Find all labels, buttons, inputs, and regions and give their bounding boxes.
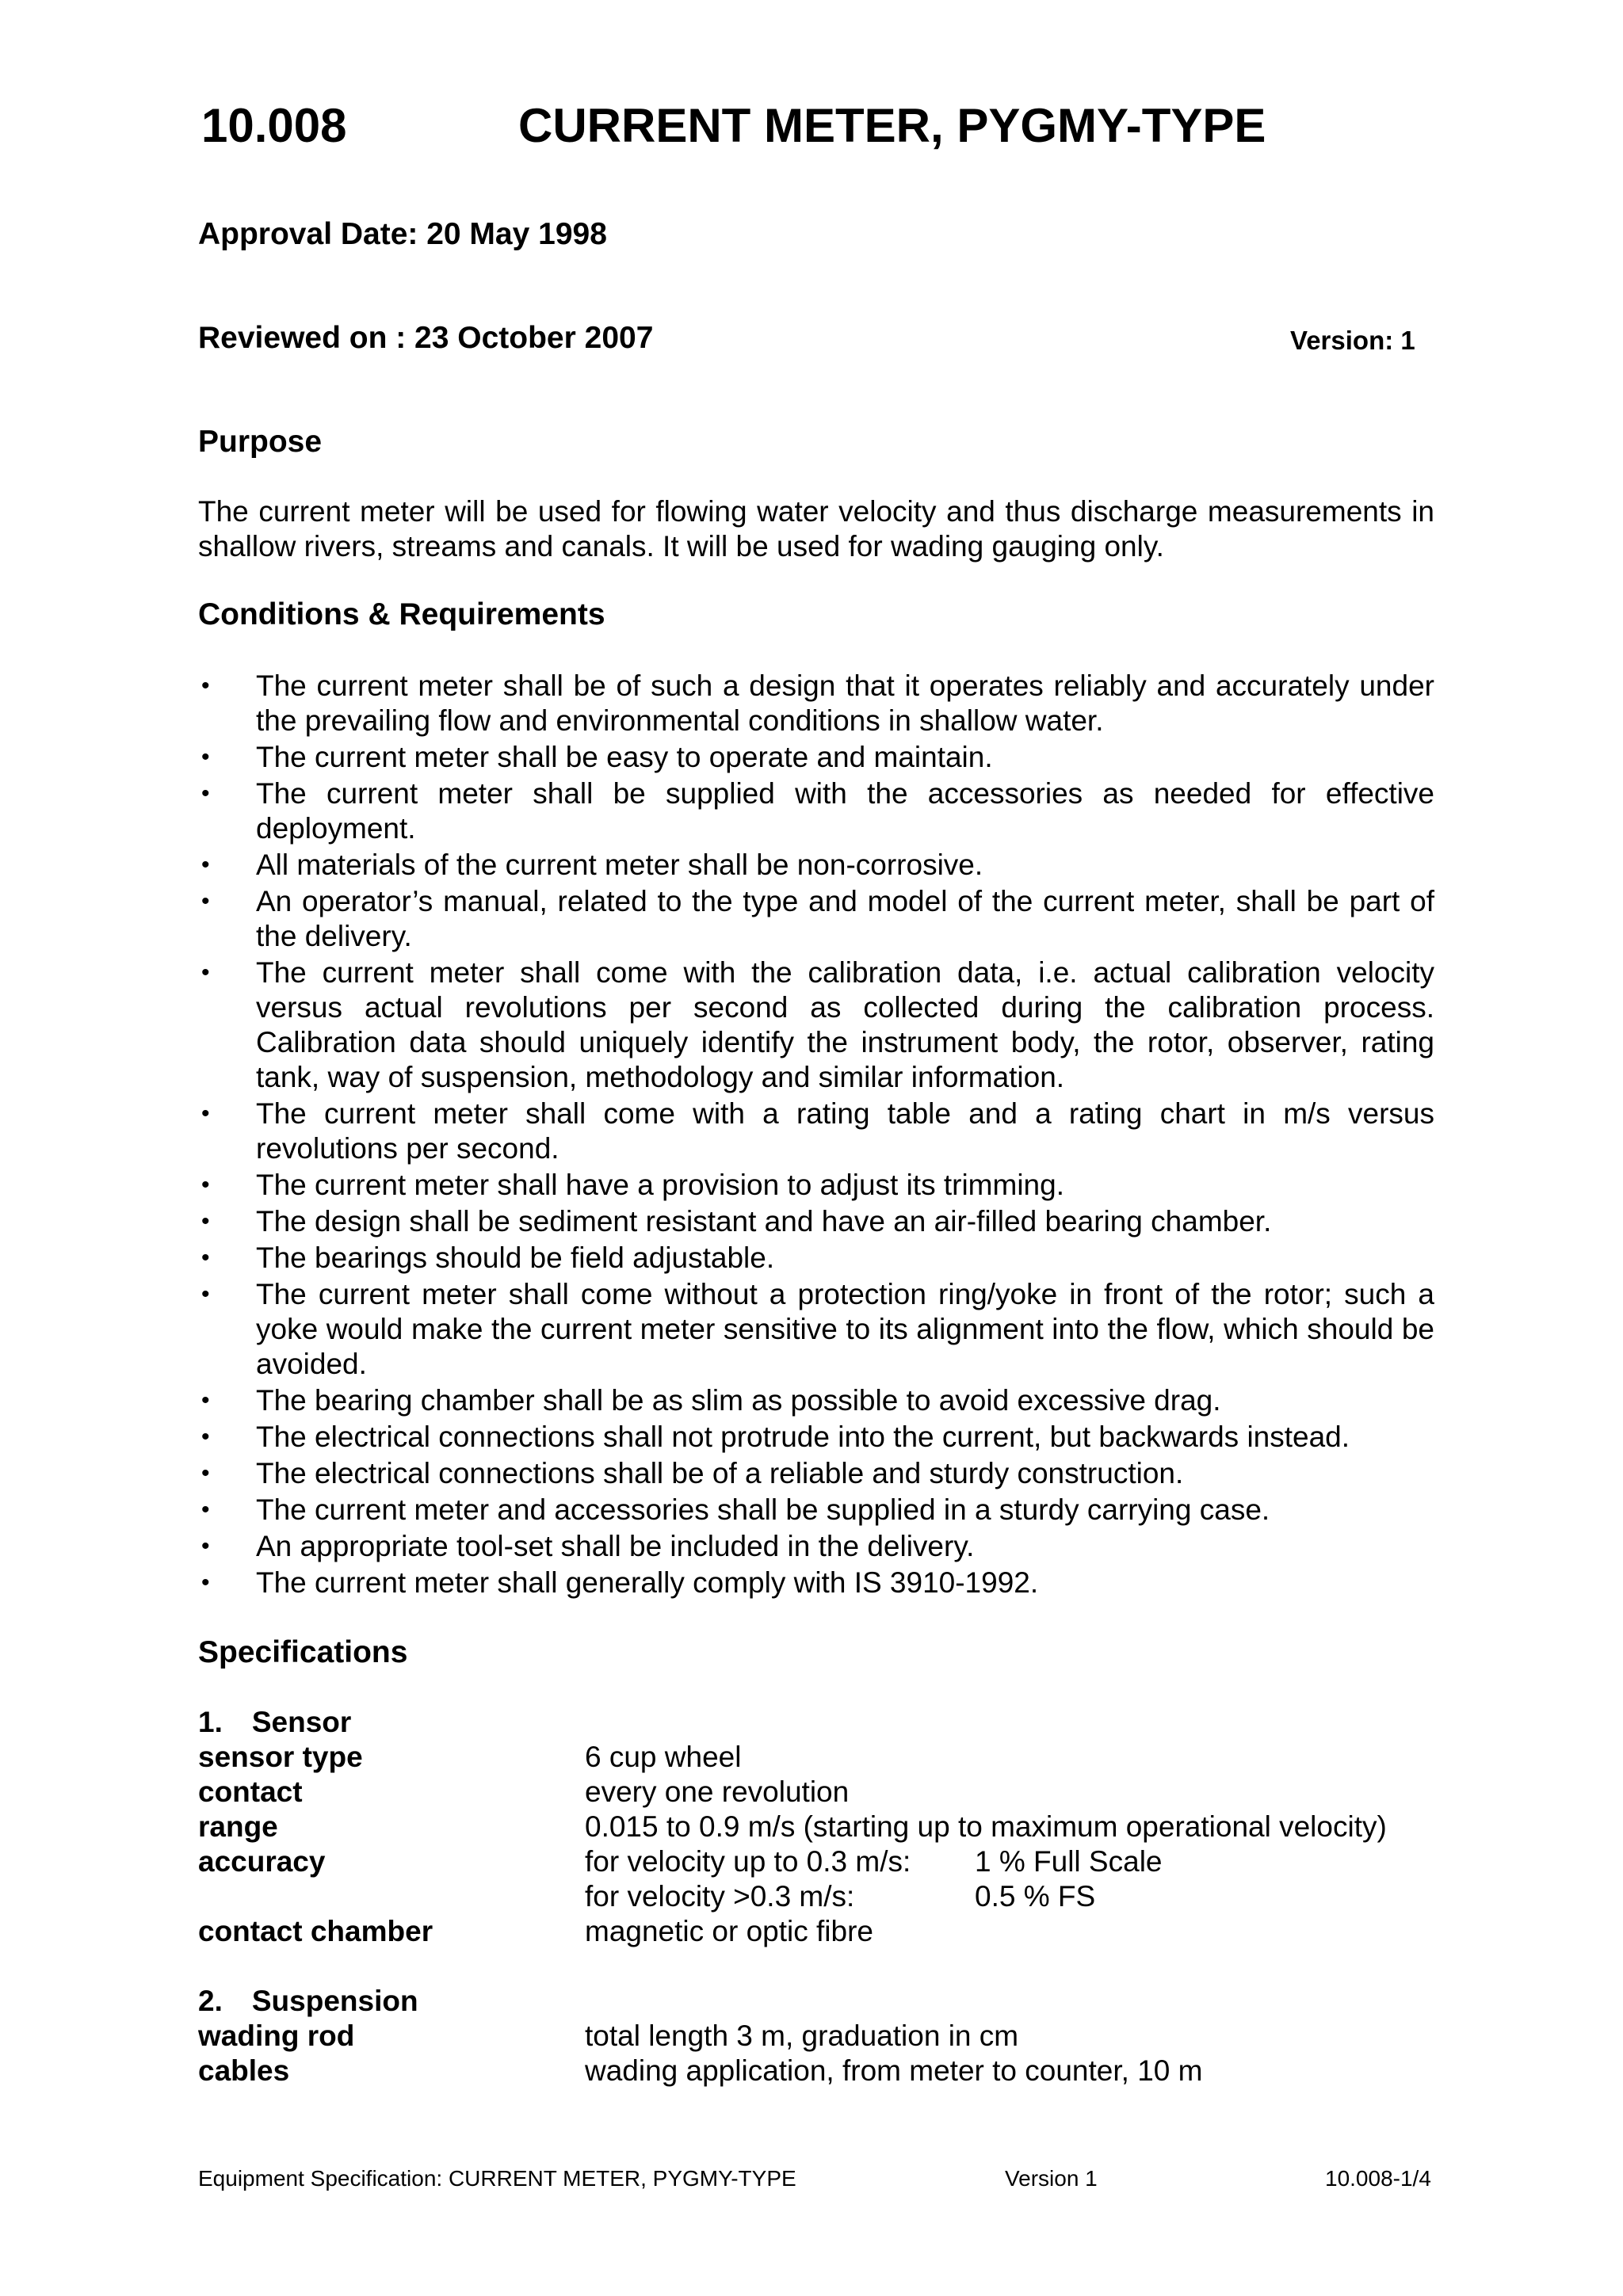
bullet-icon: •	[201, 1569, 210, 1596]
specifications-heading: Specifications	[198, 1635, 408, 1669]
bullet-icon: •	[201, 1208, 210, 1234]
list-item: • The design shall be sediment resistant and have an air-filled bearing chamber.	[201, 1205, 1272, 1238]
footer-left: Equipment Specification: CURRENT METER, PYGMY-TYPE	[198, 2166, 796, 2191]
list-item: • The current meter shall be easy to operate and maintain.	[201, 741, 993, 773]
spec-label: range	[198, 1810, 278, 1843]
version-label: Version: 1	[1290, 326, 1415, 355]
list-item: • The current meter shall have a provision to adjust its trimming.	[201, 1169, 1064, 1201]
purpose-heading: Purpose	[198, 425, 323, 459]
bullet-icon: •	[201, 1497, 210, 1523]
spec-value: total length 3 m, graduation in cm	[585, 2019, 1019, 2052]
bullet-icon: •	[201, 888, 210, 914]
bullet-icon: •	[201, 1424, 210, 1450]
list-item: • The current meter shall be of such a design that it operates reliably and accurately under the prevailing flow and environmental conditions in shallow water.	[201, 669, 1434, 737]
spec-value: magnetic or optic fibre	[585, 1915, 874, 1947]
doc-title: CURRENT METER, PYGMY-TYPE	[518, 99, 1266, 152]
spec-label: wading rod	[198, 2019, 355, 2052]
bullet-icon: •	[201, 1533, 210, 1559]
bullet-icon: •	[201, 1172, 210, 1198]
list-item: • The current meter shall be supplied with the accessories as needed for effective deployment.	[201, 777, 1434, 845]
sensor-heading: 1. Sensor	[198, 1706, 352, 1738]
conditions-heading: Conditions & Requirements	[198, 597, 605, 631]
spec-label: contact chamber	[198, 1915, 433, 1947]
spec-value: 1 % Full Scale	[975, 1845, 1163, 1878]
spec-label: cables	[198, 2054, 290, 2087]
spec-label: sensor type	[198, 1741, 363, 1773]
footer-version: Version 1	[1005, 2166, 1098, 2191]
spec-value: 6 cup wheel	[585, 1741, 742, 1773]
bullet-icon: •	[201, 852, 210, 878]
list-item: • The current meter shall come without a protection ring/yoke in front of the rotor; such a yoke would make the current meter sensitive to its alignment into the flow, which should be avoided.	[201, 1278, 1434, 1380]
bullet-icon: •	[201, 1281, 210, 1307]
list-item: • All materials of the current meter shall be non-corrosive.	[201, 849, 983, 881]
bullet-icon: •	[201, 780, 210, 807]
spec-condition: for velocity >0.3 m/s:	[585, 1880, 855, 1913]
footer-page-number: 10.008-1/4	[1325, 2166, 1431, 2191]
list-item: • An operator’s manual, related to the type and model of the current meter, shall be part of the delivery.	[201, 885, 1434, 952]
reviewed-date: Reviewed on : 23 October 2007	[198, 321, 654, 355]
bullet-icon: •	[201, 744, 210, 770]
list-item: • The electrical connections shall not protrude into the current, but backwards instead.	[201, 1421, 1350, 1453]
list-item: • The bearing chamber shall be as slim as possible to avoid excessive drag.	[201, 1384, 1221, 1417]
spec-value: every one revolution	[585, 1775, 850, 1808]
bullet-icon: •	[201, 1245, 210, 1271]
list-item: • The current meter and accessories shall be supplied in a sturdy carrying case.	[201, 1493, 1270, 1526]
suspension-heading: 2. Suspension	[198, 1985, 418, 2017]
spec-value: 0.015 to 0.9 m/s (starting up to maximum operational velocity)	[585, 1810, 1387, 1843]
list-item: • The current meter shall come with a rating table and a rating chart in m/s versus revolutions per second.	[201, 1097, 1434, 1165]
bullet-icon: •	[201, 959, 210, 986]
bullet-icon: •	[201, 1100, 210, 1127]
doc-number: 10.008	[201, 99, 347, 152]
list-item: • The bearings should be field adjustable.	[201, 1241, 775, 1274]
spec-value: wading application, from meter to counter, 10 m	[585, 2054, 1203, 2087]
list-item: • The electrical connections shall be of a reliable and sturdy construction.	[201, 1457, 1184, 1489]
conditions-list	[198, 669, 1434, 1602]
list-item: • An appropriate tool-set shall be included in the delivery.	[201, 1530, 975, 1562]
bullet-icon: •	[201, 673, 210, 699]
spec-condition: for velocity up to 0.3 m/s:	[585, 1845, 911, 1878]
bullet-icon: •	[201, 1460, 210, 1486]
approval-date: Approval Date: 20 May 1998	[198, 217, 607, 251]
spec-label: accuracy	[198, 1845, 326, 1878]
purpose-text: The current meter will be used for flowing water velocity and thus discharge measurements in shallow rivers, streams and canals. It will be used for wading gauging only.	[198, 495, 1434, 563]
list-item: • The current meter shall generally comply with IS 3910-1992.	[201, 1566, 1039, 1599]
spec-value: 0.5 % FS	[975, 1880, 1096, 1913]
bullet-icon: •	[201, 1387, 210, 1413]
list-item: • The current meter shall come with the calibration data, i.e. actual calibration velocity versus actual revolutions per second as collected during the calibration process. Calibration data should uniquely identify the instrument body, the rotor, observer, rating tank, way of suspension, methodology and similar information.	[201, 956, 1434, 1093]
spec-label: contact	[198, 1775, 303, 1808]
